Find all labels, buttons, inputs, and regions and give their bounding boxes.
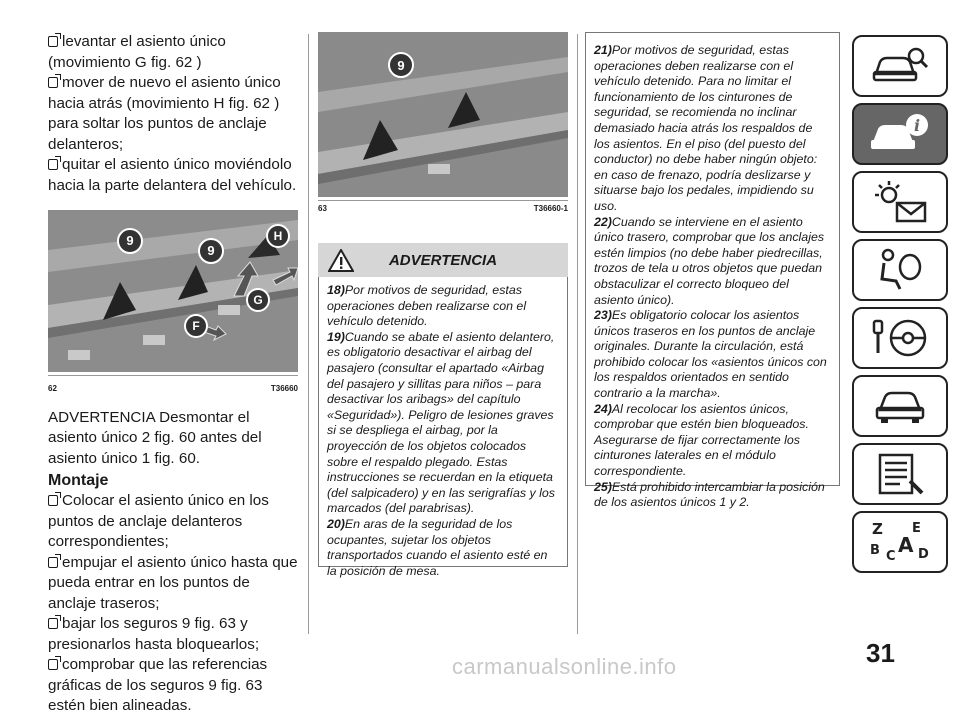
figure-63 bbox=[318, 32, 568, 213]
callout-9b: 9 bbox=[198, 238, 224, 264]
callout-9a: 9 bbox=[117, 228, 143, 254]
note-item: 19)Cuando se abate el asiento delantero, es obligatorio desactivar el airbag del pasajero (consultar el apartado «Airbag del pasajero y sillitas para niños – para desactivar los aribags» del capítulo «Seguridad»). Peligro de lesiones graves si se despliega el airbag, por la proyección de los objetos colocados sobre el respaldo plegado. Estas instrucciones se recuerdan en la etiqueta (del salpicadero) y en las serigrafías y los marcados (del parabrisas). bbox=[327, 329, 555, 516]
note-item: 18)Por motivos de seguridad, estas operaciones deben realizarse con el vehículo detenido. bbox=[327, 283, 527, 329]
column-divider bbox=[308, 34, 309, 634]
checkbox-bullet-icon bbox=[48, 36, 58, 47]
list-item: levantar el asiento único (movimiento G fig. 62 ) bbox=[48, 33, 226, 71]
figure-code: T36660 bbox=[270, 384, 298, 393]
svg-text:B: B bbox=[870, 543, 880, 558]
column-left bbox=[48, 32, 298, 717]
tab-starting-driving[interactable] bbox=[852, 307, 948, 369]
svg-text:C: C bbox=[886, 549, 896, 564]
callout-f: F bbox=[184, 314, 208, 338]
note-item: 24)Al recolocar los asientos únicos, comprobar que estén bien bloqueados. Asegurarse de fijar correctamente los cinturones laterales en el módulo correspondiente. bbox=[594, 401, 809, 479]
page-number: 31 bbox=[866, 638, 895, 668]
car-search-icon bbox=[870, 44, 930, 88]
tab-car-search[interactable] bbox=[852, 35, 948, 97]
note-item: 23)Es obligatorio colocar los asientos únicos traseros en los puntos de anclaje originales. Durante la circulación, está prohibido colocar los «asientos únicos con los respaldos orientados en sentido contrario a la marcha». bbox=[594, 308, 827, 401]
key-steering-wheel-icon bbox=[868, 315, 932, 361]
svg-text:E: E bbox=[912, 521, 921, 536]
figure-number: 62 bbox=[48, 384, 57, 393]
column-middle bbox=[318, 32, 568, 578]
figure-code: T36660-1 bbox=[533, 204, 568, 213]
car-info-icon bbox=[869, 112, 931, 156]
warning-header bbox=[318, 243, 568, 277]
figure-62 bbox=[48, 210, 298, 400]
car-front-icon bbox=[872, 384, 928, 428]
tab-safety[interactable] bbox=[852, 239, 948, 301]
figure-62-image bbox=[48, 210, 298, 372]
warning-notes bbox=[318, 277, 568, 578]
section-heading: Montaje bbox=[48, 472, 109, 489]
figure-63-caption bbox=[318, 200, 568, 213]
warning-paragraph: ADVERTENCIA Desmontar el asiento único 2 fig. 60 antes del asiento único 1 fig. 60. bbox=[48, 408, 262, 467]
checkbox-bullet-icon bbox=[48, 495, 58, 506]
tab-index[interactable] bbox=[852, 511, 948, 573]
tab-car-info[interactable] bbox=[852, 103, 948, 165]
callout-g: G bbox=[246, 288, 270, 312]
svg-text:A: A bbox=[898, 533, 914, 557]
warning-block bbox=[318, 243, 568, 578]
svg-text:i: i bbox=[913, 116, 921, 135]
warning-triangle-icon bbox=[328, 249, 354, 272]
callout-9: 9 bbox=[388, 52, 414, 78]
seat-lock-illustration bbox=[318, 32, 568, 197]
alphabet-index-icon bbox=[868, 518, 932, 566]
figure-number: 63 bbox=[318, 204, 327, 213]
tab-maintenance[interactable] bbox=[852, 443, 948, 505]
figure-62-caption bbox=[48, 375, 298, 400]
column-right bbox=[585, 32, 840, 510]
seat-airbag-icon bbox=[870, 247, 930, 293]
checkbox-bullet-icon bbox=[48, 618, 58, 629]
list-item: quitar el asiento único moviéndolo hacia la parte delantera del vehículo. bbox=[48, 156, 297, 194]
watermark: carmanualsonline.info bbox=[452, 654, 677, 679]
list-item: bajar los seguros 9 fig. 63 y presionarlos hasta bloquearlos; bbox=[48, 615, 260, 653]
tab-warning-lights[interactable] bbox=[852, 171, 948, 233]
note-item: 21)Por motivos de seguridad, estas operaciones deben realizarse con el vehículo detenido. Para no limitar el funcionamiento de los cinturones de seguridad, se recomienda no inclinar demasiado hacia atrás los respaldos de los asientos. En el piso (del puesto del conductor) no debe haber ningún objeto: en caso de frenazo, podría deslizarse y situarse bajo los pedales, impidiendo su uso. bbox=[594, 43, 818, 213]
tab-emergency[interactable] bbox=[852, 375, 948, 437]
warning-title: ADVERTENCIA bbox=[388, 251, 498, 269]
list-item: comprobar que las referencias gráficas de los seguros 9 fig. 63 estén bien alineadas. bbox=[48, 656, 268, 714]
figure-63-image bbox=[318, 32, 568, 197]
maintenance-list-icon bbox=[872, 451, 928, 497]
checkbox-bullet-icon bbox=[48, 557, 58, 568]
note-item: 25)Está prohibido intercambiar la posición de los asientos únicos 1 y 2. bbox=[594, 479, 825, 510]
note-item: 20)En aras de la seguridad de los ocupantes, sujetar los objetos transportados cuando el asiento esté en la posición de mesa. bbox=[327, 516, 548, 578]
checkbox-bullet-icon bbox=[48, 659, 58, 670]
note-item: 22)Cuando se interviene en el asiento único trasero, comprobar que los anclajes estén limpios (no debe haber piedrecillas, trozos de tela u otros objetos que puedan obstaculizar el correcto bloqueo del asiento único). bbox=[594, 214, 825, 307]
checkbox-bullet-icon bbox=[48, 159, 58, 170]
callout-h: H bbox=[266, 224, 290, 248]
list-item: Colocar el asiento único en los puntos de anclaje delanteros correspondientes; bbox=[48, 492, 269, 550]
svg-text:D: D bbox=[918, 547, 929, 562]
warning-light-message-icon bbox=[869, 179, 931, 225]
notes-box bbox=[585, 32, 840, 510]
list-item: mover de nuevo el asiento único hacia atrás (movimiento H fig. 62 ) para soltar los puntos de anclaje delanteros; bbox=[48, 74, 281, 153]
checkbox-bullet-icon bbox=[48, 77, 58, 88]
chapter-tabs bbox=[852, 35, 948, 579]
svg-text:Z: Z bbox=[872, 520, 883, 538]
list-item: empujar el asiento único hasta que pueda entrar en los puntos de anclaje traseros; bbox=[48, 553, 298, 612]
column-divider bbox=[577, 34, 578, 634]
